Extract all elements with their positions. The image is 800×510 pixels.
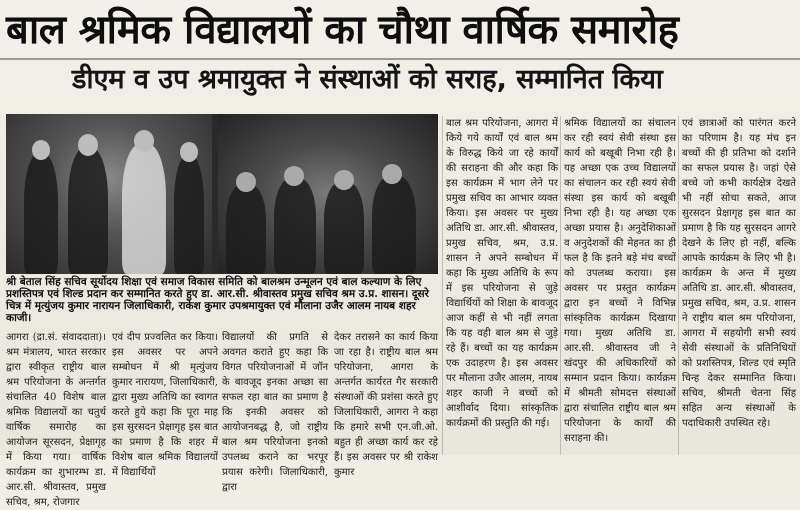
headline: बाल श्रमिक विद्यालयों का चौथा वार्षिक समारोह [6,7,679,53]
article-column-4: देकर तरासने का कार्य किया जा रहा है। राष्ट्रीय बाल श्रम परियोजना, आगरा के अन्तर्गत कार्यरत गैर सरकारी संस्थाओं की प्रशंसा करते हुए जिलाधिकारी, आगरा ने कहा कि हमारे सभी एन.जी.ओ. बहुत ही अच्छा कार्य कर रहे हैं। इस अवसर पर श्री राकेश कुमार [334,332,438,478]
column-divider [442,116,443,455]
article-column-6: श्रमिक विद्यालयों का संचालन कर रही स्वयं सेवी संस्था इस कार्य को बखूबी निभा रही है। यह अच्छा एक उच्च विद्यालयों का संचालन कर रही स्वयं सेवी संस्था इस कार्य को बखूबी निभा रही है। यह अच्छा एक अच्छा प्रयास है। अनुदेशिकाओं व अनुदेशकों की मेहनत का ही फल है कि इतने बड़े मंच बच्चों को उपलब्ध कराया। इस अवसर पर प्रस्तुत कार्यक्रम द्वारा इन बच्चों ने विभिन्न सांस्कृतिक कार्यक्रम दिखाया गया। मुख्य अतिथि डा. आर.सी. श्रीवास्तव जी ने खंदपुर की अधिकारियों को सम्मान प्रदान किया। कार्यक्रम में श्रीमती सोमदत्त संस्थाओं द्वारा संचालित राष्ट्रीय बाल श्रम परियोजना के कार्यों की सराहना की। [564,118,676,444]
column-divider [678,116,679,455]
article-column-3: विद्यालयों की प्रगति से अवगत कराते हुए कहा कि विगत परियोजनाओं में जॉन के बावजूद इनका अच्छा सा सफल रहा बात का प्रमाण है कि इनकी अवसर को आयोजनबद्ध है, जो राष्ट्रीय बाल श्रम परियोजना इनको उपलब्ध कराने का भरपूर प्रयास करेगी। जिलाधिकारी, द्वारा [222,332,328,493]
article-column-7: एवं छात्राओं को पारंगत करने का परिणाम है। यह मंच इन बच्चों की ही प्रतिभा को दर्शाने का सफल प्रयास है। जहां ऐसे बच्चे जो कभी कार्यक्षेत्र देखते भी नहीं सोचा सकते, आज सुरसदन प्रेक्षागृह इस बात का प्रमाण है कि यह सुरसदन आगरे देखने के लिए हो नहीं, बल्कि आपके कार्यक्रम के लिए भी है। कार्यक्रम के अन्त में मुख्य अतिथि डा. आर.सी. श्रीवास्तव, प्रमुख सचिव, श्रम, उ.प्र. शासन ने राष्ट्रीय बाल श्रम परियोजना, आगरा में सहयोगी सभी स्वयं सेवी संस्थाओं के प्रतिनिधियों को प्रशस्तिपत्र, शिल्ड एवं स्मृति चिन्ह देकर सम्मानित किया। सचिव, श्रीमती चेतना सिंह सहित अन्य संस्थाओं के पदाधिकारी उपस्थित रहे। [682,118,796,429]
photo-strip [6,114,438,274]
subheadline: डीएम व उप श्रमायुक्त ने संस्थाओं को सराह, सम्मानित किया [72,64,663,95]
headline-rule [0,58,800,60]
award-ceremony-photo [6,114,212,274]
article-column-5: बाल श्रम परियोजना, आगरा में किये गये कार्यों एवं बाल श्रम के विरुद्ध किये जा रहे कार्यों की सराहना की और कहा कि इस कार्यक्रम में भाग लेने पर प्रमुख सचिव का आभार व्यक्त किया। इस अवसर पर मुख्य अतिथि डा. आर.सी. श्रीवास्तव, प्रमुख सचिव, श्रम, उ.प्र. शासन ने अपने सम्बोधन में कहा कि मुख्य अतिथि के रूप में इस परियोजना से जुड़े विद्यार्थियों को शिक्षा के बावजूद आज कहीं से भी नहीं लगता कि यह वही बाल श्रम से जुड़े रहे हैं। बच्चों का यह कार्यक्रम एक उदाहरण है। इस अवसर पर मौलाना उजैर आलम, नायब शहर काजी ने बच्चों को आशीर्वाद दिया। सांस्कृतिक कार्यक्रमों की प्रस्तुति की गई। [446,118,558,429]
article-column-2: एवं दीप प्रज्वलित कर किया। इस अवसर पर अपने सम्बोधन में श्री मृत्युंजय कुमार नारायण, जिलाधिकारी, द्वारा मुख्य अतिथि का स्वागत करते हुये कहा कि पूरा माह इस सुरसदन प्रेक्षागृह इस बात का प्रमाण है कि शहर में विशेष बाल श्रमिक विद्यालयों में विद्यार्थियों [112,332,218,478]
article-column-1: आगरा (द्रा.सं. संवाददाता)। श्रम मंत्रालय, भारत सरकार द्वारा स्वीकृत राष्ट्रीय बाल श्रम परियोजना के अन्तर्गत संचालित 40 विशेष बाल श्रमिक विद्यालयों का चतुर्थ वार्षिक समारोह का आयोजन सूरसदन, प्रेक्षागृह में किया गया। वार्षिक कार्यक्रम का शुभारम्भ डा. आर.सी. श्रीवास्तव, प्रमुख सचिव, श्रम, रोजगार [6,332,106,508]
photo-caption: श्री बेताल सिंह सचिव सूर्योदय शिक्षा एवं समाज विकास समिति को बालश्रम उन्मूलन एवं बाल कल्याण के लिए प्रशस्तिपत्र एवं शिल्ड प्रदान कर सम्मानित करते हुए डा. आर.सी. श्रीवास्तव प्रमुख सचिव श्रम उ.प्र. शासन। दूसरे चित्र में मृत्युंजय कुमार नारायन जिलाधिकारी, राकेश कुमार उपश्रमायुक्त एवं मौलाना उजैर आलम नायब शहर काजी। [6,276,429,324]
column-divider [560,116,561,455]
dignitaries-photo [218,114,438,274]
